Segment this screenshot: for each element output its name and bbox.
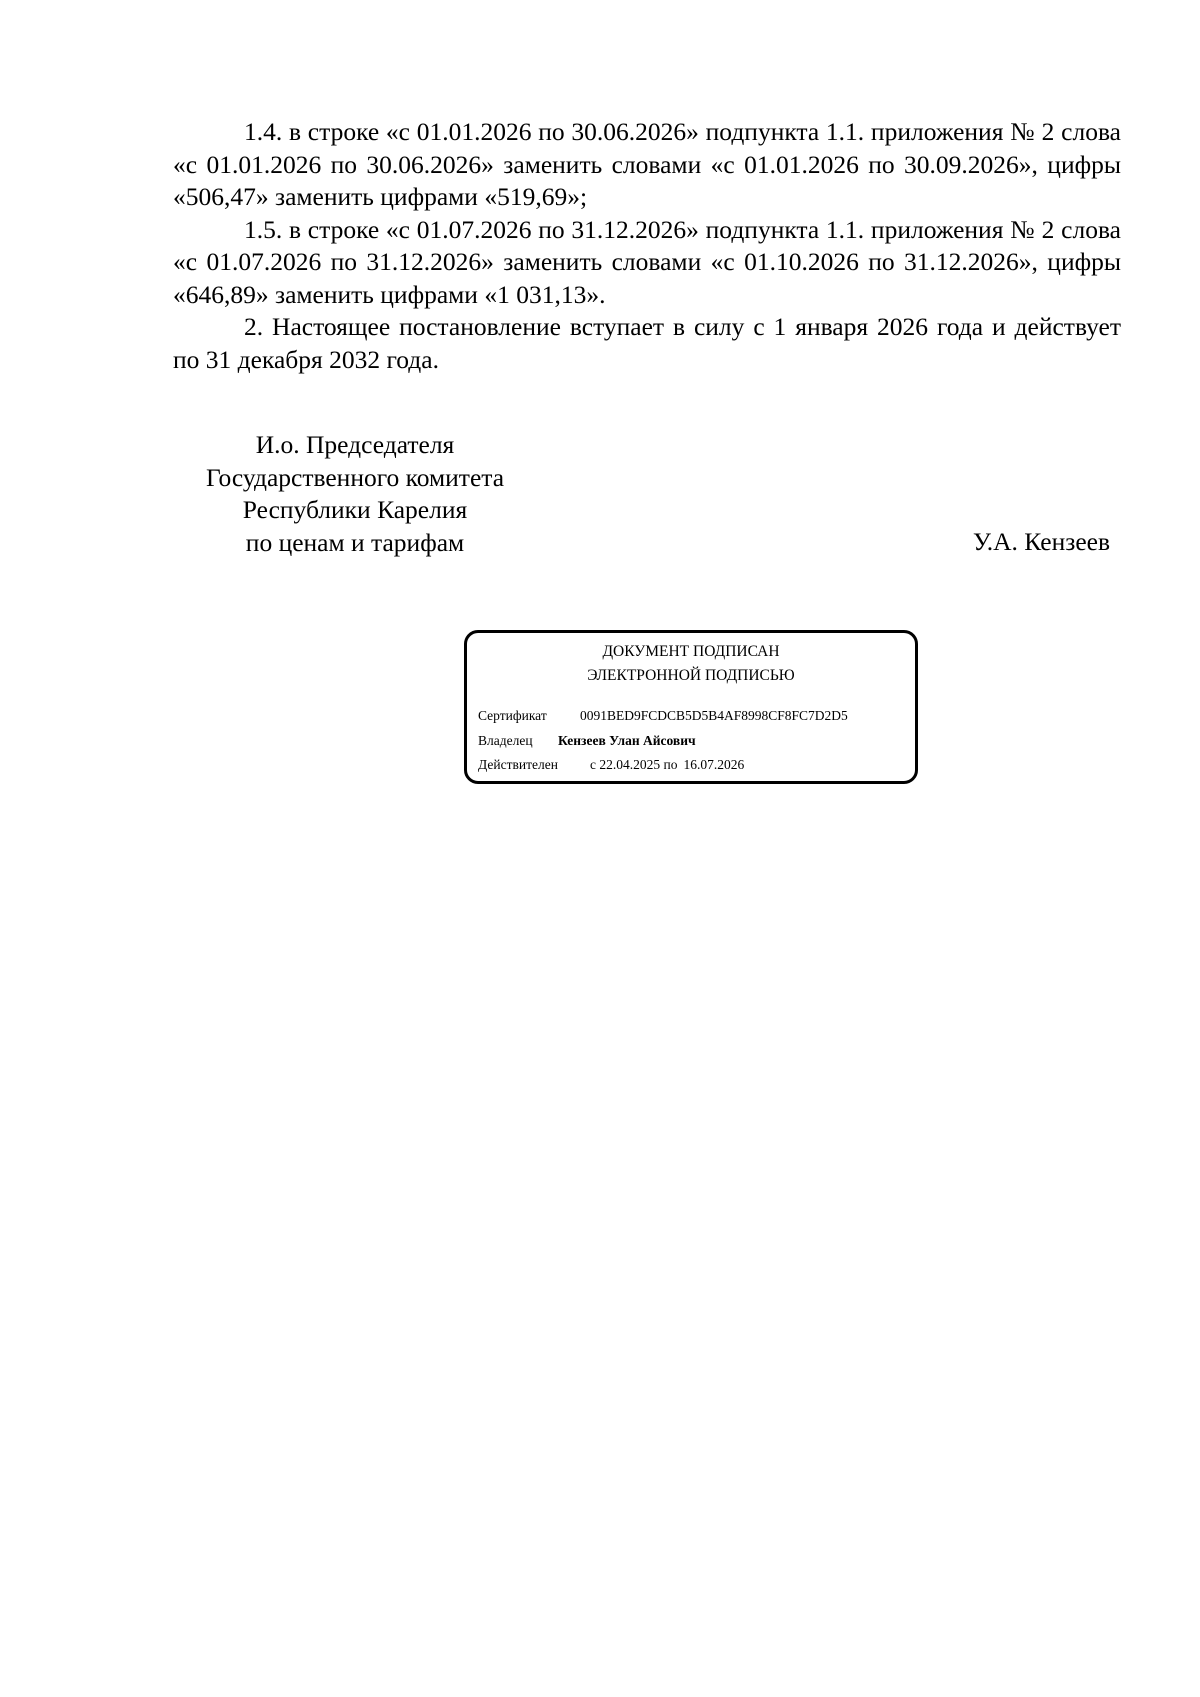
document-body (173, 116, 1121, 376)
signer-name: У.А. Кензеев (972, 527, 1110, 556)
stamp-title-line: ЭЛЕКТРОННОЙ ПОДПИСЬЮ (587, 667, 795, 684)
stamp-owner-row (478, 732, 696, 750)
paragraph-2: 2. Настоящее постановление вступает в силу с 1 января 2026 года и действует по 31 декабря 2032 года. (173, 312, 1121, 374)
stamp-title (467, 640, 915, 688)
signer-position-line: Республики Карелия (242, 495, 468, 524)
owner-value: Кензеев Улан Айсович (558, 733, 696, 748)
stamp-validity-row (478, 756, 744, 774)
stamp-certificate-row (478, 707, 848, 725)
certificate-value: 0091BED9FCDCB5D5B4AF8998CF8FC7D2D5 (580, 708, 848, 723)
signer-position-line: И.о. Председателя (255, 430, 455, 459)
valid-to: 16.07.2026 (683, 757, 745, 772)
owner-label: Владелец (478, 733, 533, 748)
paragraph-1-5: 1.5. в строке «с 01.07.2026 по 31.12.2026» подпункта 1.1. приложения № 2 слова «с 01.07.2026 по 31.12.2026» заменить словами «с 01.10.2026 по 31.12.2026», цифры «646,89» заменить цифрами «1 031,13». (173, 214, 1121, 309)
valid-label: Действителен (478, 757, 558, 772)
paragraph-1-4: 1.4. в строке «с 01.01.2026 по 30.06.2026» подпункта 1.1. приложения № 2 слова «с 01.01.2026 по 30.06.2026» заменить словами «с 01.01.2026 по 30.09.2026», цифры «506,47» заменить цифрами «519,69»; (173, 117, 1121, 211)
certificate-label: Сертификат (478, 708, 547, 723)
signer-position-line: Государственного комитета (205, 462, 505, 492)
valid-from: с 22.04.2025 по (590, 757, 678, 772)
signer-position-line: по ценам и тарифам (245, 527, 465, 557)
signer-position (175, 429, 535, 559)
electronic-signature-stamp (464, 630, 918, 784)
stamp-title-line: ДОКУМЕНТ ПОДПИСАН (602, 643, 780, 660)
